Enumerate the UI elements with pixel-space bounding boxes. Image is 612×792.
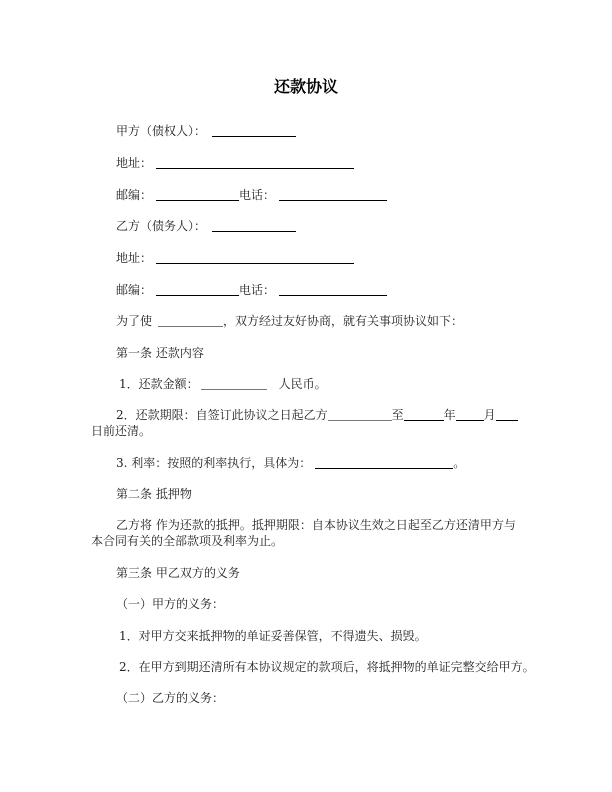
year-field[interactable] xyxy=(404,408,444,421)
article2-heading: 第二条 抵押物 xyxy=(116,487,192,501)
party-a-duty-2: 2．在甲方到期还清所有本协议规定的款项后，将抵押物的单证完整交给甲方。 xyxy=(119,660,535,674)
day-field[interactable] xyxy=(496,408,518,421)
party-b-zip-label: 邮编： xyxy=(116,283,153,297)
party-a-duties-heading: （一）甲方的义务： xyxy=(116,597,225,611)
term-end: 日前还清。 xyxy=(91,424,152,438)
party-b-address-field[interactable] xyxy=(156,251,354,264)
party-a-label: 甲方（债权人）： xyxy=(116,124,207,138)
party-b-line xyxy=(116,218,296,234)
party-b-zip-field[interactable] xyxy=(156,283,239,296)
party-b-phone-label: 电话： xyxy=(239,283,276,297)
party-a-zip-field[interactable] xyxy=(156,188,239,201)
page-title: 还款协议 xyxy=(273,77,338,96)
party-b-label: 乙方（债务人）： xyxy=(116,219,207,233)
amount-suffix: 人民币。 xyxy=(278,377,327,391)
rate-field[interactable] xyxy=(315,456,453,469)
amount-field[interactable] xyxy=(201,377,267,390)
party-a-phone-label: 电话： xyxy=(239,188,276,202)
amount-label: 1．还款金额： xyxy=(119,377,199,391)
rate-end: 。 xyxy=(453,456,466,470)
intro-before: 为了使 xyxy=(116,314,153,328)
party-a-contact-line xyxy=(116,187,387,203)
party-a-name-field[interactable] xyxy=(212,124,296,137)
party-b-name-field[interactable] xyxy=(212,219,296,232)
intro-purpose-field[interactable] xyxy=(158,314,223,327)
party-b-phone-field[interactable] xyxy=(279,283,387,296)
party-a-zip-label: 邮编： xyxy=(116,188,153,202)
article3-heading: 第三条 甲乙双方的义务 xyxy=(116,566,240,580)
article1-item1 xyxy=(119,376,327,392)
party-b-duties-heading: （二）乙方的义务： xyxy=(116,691,225,705)
intro-line xyxy=(116,313,463,329)
party-b-contact-line xyxy=(116,282,387,298)
rate-label: 3. 利率：按照的利率执行，具体为： xyxy=(116,456,312,470)
article1-item3 xyxy=(116,455,465,471)
term-field[interactable] xyxy=(328,408,392,421)
article2-text: 乙方将 作为还款的抵押。抵押期限：自本协议生效之日起至乙方还清甲方与本合同有关的全部款项及利率为止。 xyxy=(91,518,516,548)
term-label: 2．还款期限：自签订此协议之日起乙方 xyxy=(116,408,328,422)
party-a-duty-1: 1．对甲方交来抵押物的单证妥善保管，不得遗失、损毁。 xyxy=(119,629,427,643)
intro-after: ，双方经过友好协商，就有关事项协议如下： xyxy=(223,314,464,328)
party-a-line xyxy=(116,123,296,139)
party-a-address-field[interactable] xyxy=(156,156,354,169)
party-b-address-label: 地址： xyxy=(116,251,153,265)
party-a-address-label: 地址： xyxy=(116,156,153,170)
term-month: 月 xyxy=(483,408,496,422)
party-b-address-line xyxy=(116,250,354,266)
month-field[interactable] xyxy=(456,408,484,421)
term-year: 年 xyxy=(443,408,456,422)
party-a-phone-field[interactable] xyxy=(279,188,387,201)
term-to: 至 xyxy=(391,408,404,422)
article1-item2 xyxy=(91,407,521,439)
party-a-address-line xyxy=(116,155,354,171)
article1-heading: 第一条 还款内容 xyxy=(116,346,204,360)
